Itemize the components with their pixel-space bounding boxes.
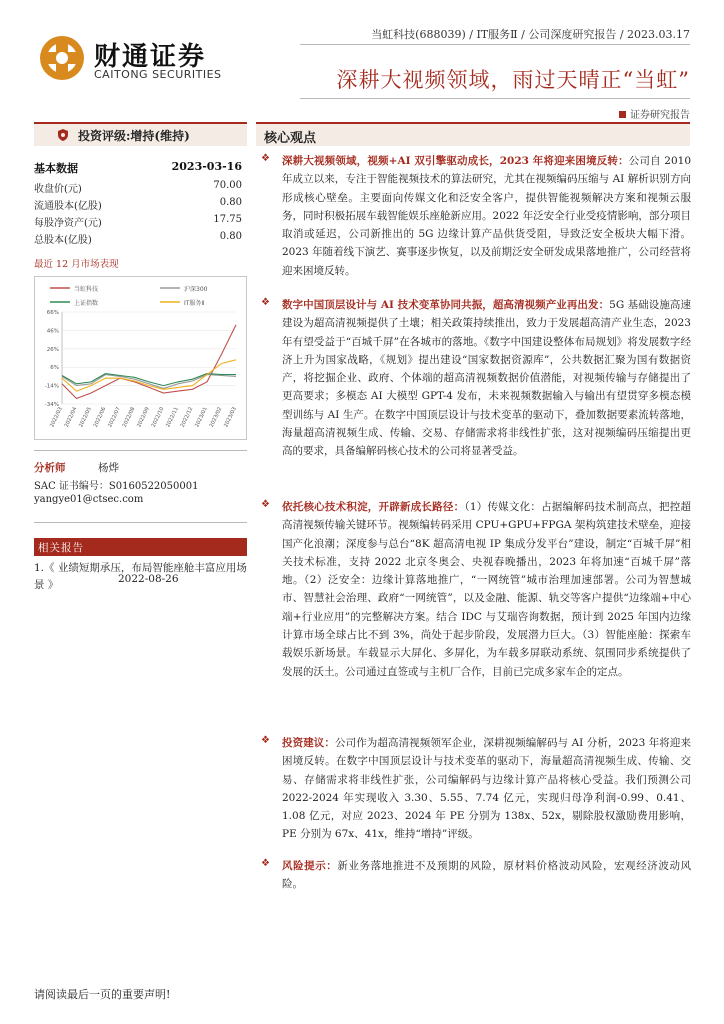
- x-tick-label: 2022/09: [136, 406, 151, 429]
- related-report-date: 2022-08-26: [118, 573, 179, 585]
- x-tick-label: 2022/05: [78, 406, 93, 429]
- analyst-sac: SAC 证书编号：S0160522050001: [34, 481, 199, 492]
- x-tick-label: 2022/04: [63, 406, 79, 429]
- company-logo: [38, 34, 238, 86]
- paragraph-body: 公司自 2010 年成立以来，专注于智能视频技术的算法研究，尤其在视频编码压缩与 AI 解析识别方向形成核心壁垒。主要面向传媒文化和泛安全客户，提供智能视频解决方案和视频云服务，同时积极拓展车载智能娱乐座舱新应用。2022 年泛安全行业受疫情影响，部分项目取消或延迟，公司新推出的 5G 边缘计算产品供货受阻，导致泛安全板块大幅下滑。2023 年随着线下演艺、赛事逐步恢复，以及前期泛安全研发成果落地推广，公司经营将迎来困境反转。: [282, 155, 691, 277]
- section-divider: [34, 522, 247, 523]
- core-paragraph: [261, 734, 691, 844]
- diamond-bullet-icon: ❖: [261, 153, 270, 164]
- row-value: 0.80: [219, 231, 242, 242]
- x-tick-label: 2023/03: [223, 406, 238, 429]
- y-tick-label: 6%: [50, 365, 59, 372]
- market-chart-label: 最近 12 月市场表现: [34, 259, 119, 270]
- y-tick-label: 26%: [46, 346, 59, 353]
- diamond-bullet-icon: ❖: [261, 499, 270, 510]
- logo-cn-text: 财通证券: [94, 42, 207, 72]
- paragraph-heading: 数字中国顶层设计与 AI 技术变革协同共振，超高清视频产业再出发：: [282, 299, 610, 311]
- x-tick-label: 2022/08: [121, 406, 137, 429]
- market-performance-chart: [34, 276, 247, 440]
- row-value: 17.75: [213, 214, 242, 225]
- core-views-title: 核心观点: [264, 131, 317, 146]
- legend-label: 上证指数: [74, 300, 99, 307]
- paragraph-body: 公司作为超高清视频领军企业，深耕视频编解码与 AI 分析，2023 年将迎来困境反转。在数字中国顶层设计与技术变革的驱动下，海量超高清视频生成、传输、交易、存储需求将非线性扩张，公司编解码与边缘计算产品将核心受益。我们预测公司 2022-2024 年实现收入 3.30、5.55、7.74 亿元，实现归母净利润-0.99、0.41、1.08 亿元，对应 2023、2024 年 PE 分别为 138x、52x，剔除股权激励费用影响，PE 分别为 67x、41x，维持“增持”评级。: [282, 737, 692, 841]
- core-paragraph: [261, 857, 691, 894]
- related-reports-bar: [34, 538, 247, 556]
- core-paragraph: [261, 152, 691, 280]
- y-tick-label: 66%: [46, 310, 59, 316]
- paragraph-heading: 投资建议：: [282, 737, 335, 749]
- square-bullet-icon: [619, 111, 626, 118]
- core-paragraph: [261, 296, 691, 461]
- x-tick-label: 2022/07: [107, 406, 122, 429]
- row-label: 每股净资产(元): [34, 218, 102, 229]
- row-label: 总股本(亿股): [34, 235, 92, 246]
- core-views-bar: [256, 122, 690, 146]
- footer-disclaimer: 请阅读最后一页的重要声明!: [34, 988, 171, 1001]
- related-reports-label: 相关报告: [38, 542, 84, 554]
- x-tick-label: 2023/01: [194, 406, 209, 429]
- paragraph-body: 5G 基础设施高速建设为超高清视频提供了土壤；相关政策持续推出，致力于发展超高清产业生态，2023 年有望受益于“百城千屏”在各城市的落地。《数字中国建设整体布局规划》将发展数字经济上升为国家战略，《规划》提出建设“国家数据资源库”，公共数据汇聚为国有数据资产，将挖掘企业、政府、个体端的超高清视频数据价值潜能，对视频传输与存储提出了更高要求；多模态 AI 大模型 GPT-4 发布，未来视频数据输入与输出有望贯穿多模态模型训练与 AI 生产。在数字中国顶层设计与技术变革的驱动下，叠加数据要素流转落地，海量超高清视频生成、传输、交易、存储需求将非线性扩张，这对视频编码压缩提出更高的要求，具备编解码核心技术的公司将显著受益。: [282, 299, 692, 458]
- paragraph-heading: 依托核心技术积淀，开辟新成长路径：: [282, 501, 465, 513]
- row-value: 70.00: [213, 180, 242, 191]
- shield-icon: [56, 128, 70, 142]
- legend-label: 当虹科技: [74, 286, 99, 293]
- row-label: 流通股本(亿股): [34, 201, 102, 212]
- core-paragraph: [261, 498, 691, 681]
- paragraph-heading: 深耕大视频领域，视频+AI 双引擎驱动成长，2023 年将迎来困境反转：: [282, 155, 629, 167]
- x-tick-label: 2022/06: [92, 406, 108, 429]
- report-meta: 当虹科技(688039) / IT服务Ⅱ / 公司深度研究报告 / 2023.03.17: [371, 28, 690, 41]
- logo-emblem-icon: [38, 34, 86, 82]
- section-divider: [34, 450, 247, 451]
- x-tick-label: 2022/11: [165, 406, 180, 429]
- rating-label: 投资评级:增持(维持): [78, 129, 190, 143]
- diamond-bullet-icon: ❖: [261, 858, 270, 869]
- analyst-name: 杨烨: [98, 462, 119, 474]
- x-tick-label: 2022/12: [179, 406, 195, 429]
- related-report-link[interactable]: 1.《 业绩短期承压，布局智能座舱丰富应用场景 》: [34, 562, 247, 591]
- x-tick-label: 2022/10: [150, 406, 166, 429]
- paragraph-heading: 风险提示：: [282, 860, 338, 872]
- logo-en-text: CAITONG SECURITIES: [94, 68, 222, 81]
- x-tick-label: 2022/03: [49, 406, 64, 429]
- row-value: 0.80: [219, 197, 242, 208]
- basic-data-title: 基本数据: [34, 162, 78, 175]
- header-divider: [300, 44, 690, 45]
- legend-label: 沪深300: [184, 286, 208, 293]
- diamond-bullet-icon: ❖: [261, 735, 270, 746]
- y-tick-label: -34%: [44, 402, 59, 408]
- paragraph-body: 新业务落地推进不及预期的风险，原材料价格波动风险，宏观经济波动风险。: [282, 860, 692, 891]
- report-type-label: 证券研究报告: [630, 110, 690, 121]
- basic-data-date: 2023-03-16: [171, 160, 242, 173]
- analyst-email[interactable]: yangye01@ctsec.com: [34, 494, 144, 505]
- page-title: 深耕大视频领域，雨过天晴正“当虹”: [336, 68, 690, 92]
- y-tick-label: 46%: [46, 328, 59, 335]
- report-type: [619, 106, 690, 121]
- row-label: 收盘价(元): [34, 184, 82, 195]
- title-divider: [300, 98, 690, 99]
- y-tick-label: -14%: [44, 383, 59, 390]
- diamond-bullet-icon: ❖: [261, 297, 270, 308]
- x-tick-label: 2023/02: [208, 406, 224, 429]
- analyst-label: 分析师: [34, 462, 66, 474]
- rating-bar: [34, 122, 247, 146]
- legend-label: IT服务Ⅱ: [184, 300, 205, 307]
- paragraph-body: （1）传媒文化：占据编解码技术制高点，把控超高清视频传输关键环节。视频编转码采用 CPU+GPU+FPGA 架构筑建技术壁垒，迎接国产化浪潮；深度参与总台“8K 超高清电视 IP 集成分发平台”建设，制定“百城千屏”相关技术标准，支持 2022 北京冬奥会、央视春晚播出，2023 年将加速“百城千屏”落地。（2）泛安全：边缘计算落地推广，“一网统管”城市治理加速部署。公司为智慧城市、智慧社会治理、政府“一网统管”，以及金融、能源、轨交等客户提供“边缘端+中心端+行业应用”的完整解决方案。结合 IDC 与艾瑞咨询数据，预计到 2025 年国内边缘计算市场全球占比不到 3%，尚处于起步阶段，发展潜力巨大。（3）智能座舱：探索车载娱乐新场景。车载显示大屏化、多屏化，为车载多屏联动系统、氛围同步系统提供了发展的沃土。公司通过直签或与主机厂合作，目前已完成多家车企的定点。: [282, 501, 692, 678]
